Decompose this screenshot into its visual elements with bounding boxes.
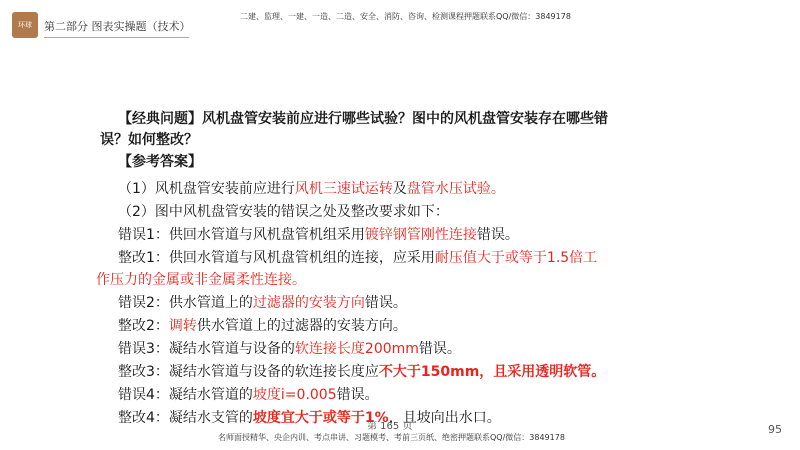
slide-number: 95: [768, 423, 782, 436]
highlight-text: 盘管水压试验。: [406, 181, 505, 197]
answer-line-2: （2）图中风机盘管安装的错误之处及整改要求如下：: [118, 204, 449, 220]
question-line-2: 误？如何整改？: [100, 132, 198, 148]
answer-line-1: [118, 179, 505, 199]
text: 错误1：供回水管道与风机盘管机组采用: [118, 227, 365, 243]
text: 错误2：供水管道上的: [118, 295, 253, 311]
text: 错误4：凝结水管道的: [118, 387, 253, 403]
text: 整改3：凝结水管道与设备的软连接长度应: [118, 364, 379, 380]
fix-3: [118, 362, 605, 382]
fix-4: [118, 408, 501, 428]
highlight-text: 坡度i=0.005: [252, 387, 337, 403]
top-banner: 二建、监理、一建、一造、二造、安全、消防、咨询、检测课程押题联系QQ/微信：3849178: [240, 12, 571, 21]
highlight-text: 调转: [168, 318, 197, 334]
text: ，且坡向出水口。: [388, 410, 501, 426]
highlight-text: 镀锌钢管刚性连接: [364, 227, 477, 243]
text: 整改4：凝结水支管的: [118, 410, 253, 426]
error-1: [118, 225, 519, 245]
fix-1-line-1: [118, 248, 597, 268]
text: 错误。: [476, 227, 519, 243]
text: 错误。: [364, 295, 407, 311]
error-3: [118, 339, 461, 359]
text: 错误。: [418, 341, 461, 357]
highlight-text: 作压力的金属或非金属柔性连接。: [96, 272, 306, 288]
section-title: 第二部分 图表实操题（技术）: [44, 20, 191, 33]
highlight-text: 软连接长度200mm: [294, 341, 419, 357]
text: 整改1：供回水管道与风机盘管机组的连接，应采用: [118, 250, 435, 266]
question-line-1: 【经典问题】风机盘管安装前应进行哪些试验？图中的风机盘管安装存在哪些错: [118, 111, 608, 127]
text: 错误。: [336, 387, 379, 403]
answer-title: 【参考答案】: [118, 154, 202, 170]
highlight-text: 风机三速试运转: [294, 181, 393, 197]
highlight-text: 不大于150mm，且采用透明软管。: [378, 364, 606, 380]
text: 及: [392, 181, 407, 197]
fix-1-line-2: [96, 270, 306, 290]
highlight-text: 过滤器的安装方向: [252, 295, 365, 311]
text: 供水管道上的过滤器的安装方向。: [196, 318, 407, 334]
bottom-banner: 名师面授精华、央企内训、考点串讲、习题模考、考前三页纸、绝密押题联系QQ/微信：3849178: [218, 433, 565, 442]
text: （1）风机盘管安装前应进行: [118, 181, 295, 197]
fix-2: [118, 316, 407, 336]
text: 错误3：凝结水管道与设备的: [118, 341, 295, 357]
error-2: [118, 293, 407, 313]
error-4: [118, 385, 379, 405]
highlight-text: 坡度宜大于或等于1%: [252, 410, 389, 426]
logo: 环球: [12, 12, 38, 38]
page-number-label: 第 165 页: [367, 421, 413, 432]
text: 整改2：: [118, 318, 169, 334]
highlight-text: 耐压值大于或等于1.5倍工: [434, 250, 598, 266]
